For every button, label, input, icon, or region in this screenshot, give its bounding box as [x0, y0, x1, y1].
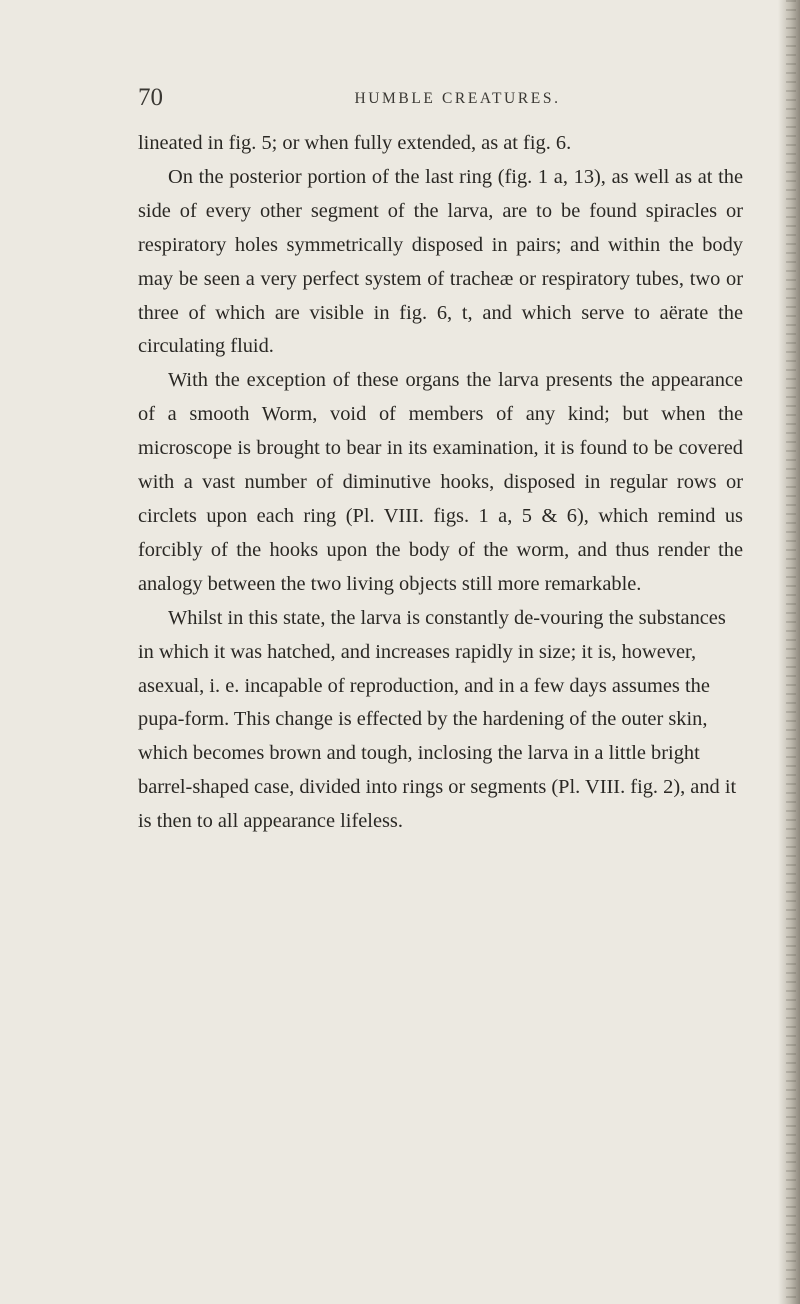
body-text — [138, 127, 743, 839]
paragraph-3: With the exception of these organs the larva presents the appearance of a smooth Worm, void of members of any kind; but when the microscope is brought to bear in its examination, it is found to be covered with a vast number of diminutive hooks, disposed in regular rows or circlets upon each ring (Pl. VIII. figs. 1 a, 5 & 6), which remind us forcibly of the hooks upon the body of the worm, and thus render the analogy between the two living objects still more remarkable. — [138, 369, 743, 595]
running-title: HUMBLE CREATURES. — [354, 90, 561, 107]
paragraph-2: On the posterior portion of the last ring (fig. 1 a, 13), as well as at the side of every other segment of the larva, are to be found spiracles or respiratory holes symmetrically disposed in pairs; and within the body may be seen a very perfect system of tracheæ or respiratory tubes, two or three of which are visible in fig. 6, t, and which serve to aërate the circulating fluid. — [138, 165, 743, 358]
page-edge-texture — [786, 0, 796, 1304]
running-head — [138, 84, 743, 114]
page-number: 70 — [138, 84, 163, 111]
paragraph-4: Whilst in this state, the larva is constantly de-vouring the substances in which it was hatched, and increases rapidly in size; it is, however, asexual, i. e. incapable of reproduction, and in a few days assumes the pupa-form. This change is effected by the hardening of the outer skin, which becomes brown and tough, inclosing the larva in a little bright barrel-shaped case, divided into rings or segments (Pl. VIII. fig. 2), and it is then to all appearance lifeless. — [138, 606, 737, 833]
paragraph-1: lineated in fig. 5; or when fully extended, as at fig. 6. — [138, 132, 572, 154]
